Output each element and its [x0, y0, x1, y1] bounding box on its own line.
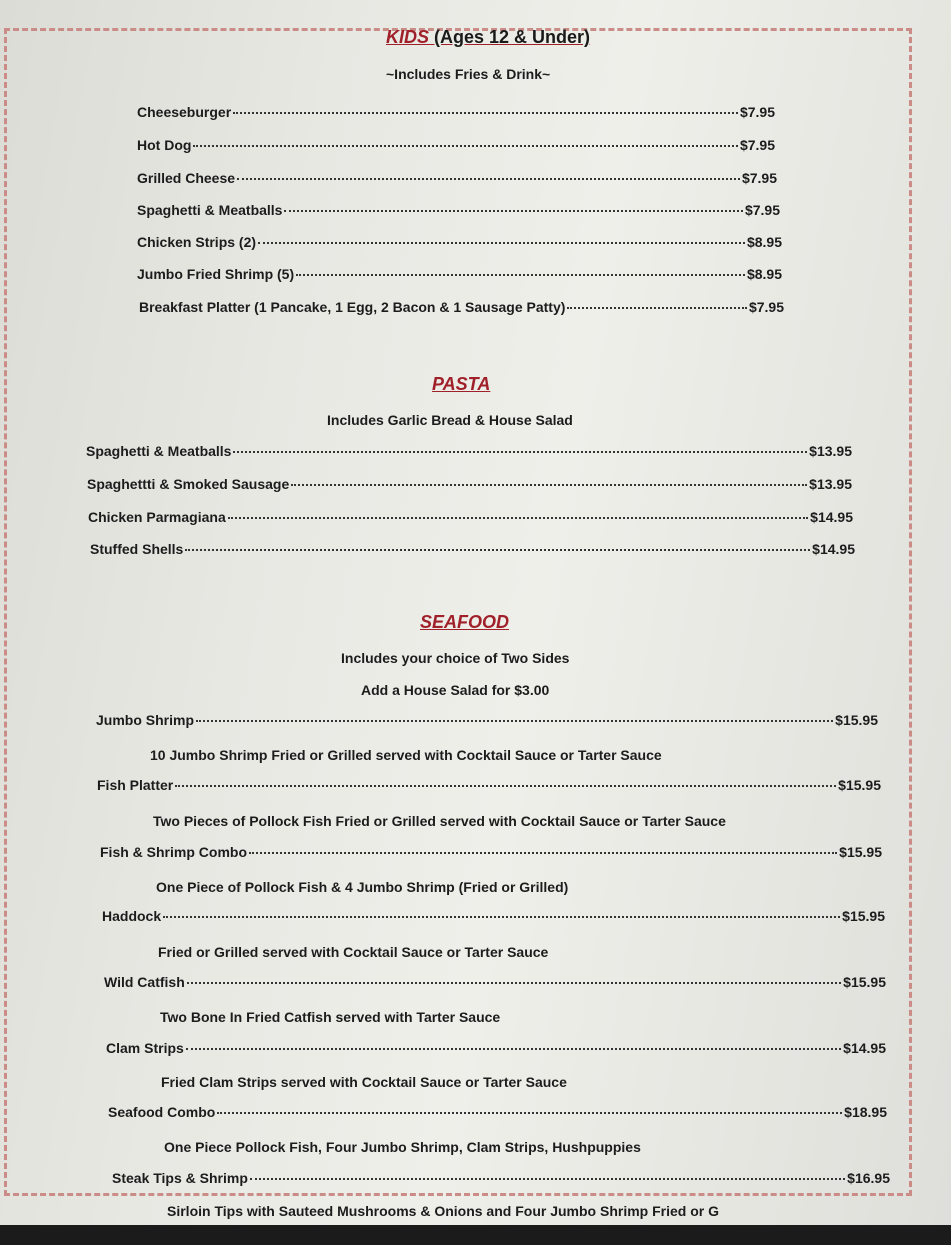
item-name: Chicken Parmagiana — [88, 509, 226, 525]
dot-leader — [233, 451, 807, 453]
menu-item — [137, 234, 782, 250]
dot-leader — [250, 1178, 845, 1180]
dot-leader — [249, 852, 837, 854]
dot-leader — [291, 484, 807, 486]
menu-item — [137, 104, 775, 120]
item-description: 10 Jumbo Shrimp Fried or Grilled served with Cocktail Sauce or Tarter Sauce — [150, 747, 662, 763]
item-name: Spaghettti & Smoked Sausage — [87, 476, 290, 492]
dot-leader — [217, 1112, 842, 1114]
item-description: Fried Clam Strips served with Cocktail Sauce or Tarter Sauce — [161, 1074, 567, 1090]
menu-item — [112, 1170, 890, 1186]
item-price: $15.95 — [843, 974, 886, 990]
dot-leader — [163, 916, 840, 918]
item-description: Fried or Grilled served with Cocktail Sauce or Tarter Sauce — [158, 944, 549, 960]
item-name: Chicken Strips (2) — [137, 234, 257, 250]
menu-item — [104, 974, 886, 990]
menu-item — [106, 1040, 886, 1056]
item-name: Clam Strips — [106, 1040, 184, 1056]
dot-leader — [233, 112, 738, 114]
item-name: Grilled Cheese — [137, 170, 236, 186]
dot-leader — [185, 549, 810, 551]
table-edge — [0, 1225, 951, 1245]
item-name: Haddock — [102, 908, 162, 924]
menu-item — [139, 299, 784, 315]
menu-item — [137, 170, 777, 186]
dot-leader — [284, 210, 742, 212]
item-price: $8.95 — [746, 234, 782, 250]
dot-leader — [187, 982, 841, 984]
menu-item — [97, 777, 881, 793]
menu-item — [90, 541, 855, 557]
menu-item — [108, 1104, 887, 1120]
item-name: Spaghetti & Meatballs — [137, 202, 283, 218]
pasta-section-title: PASTA — [432, 374, 491, 394]
item-name: Wild Catfish — [104, 974, 185, 990]
item-name: Fish & Shrimp Combo — [100, 844, 247, 860]
item-name: Jumbo Fried Shrimp (5) — [137, 266, 295, 282]
dot-leader — [228, 517, 808, 519]
item-price: $15.95 — [838, 777, 881, 793]
dot-leader — [237, 178, 740, 180]
item-price: $16.95 — [847, 1170, 890, 1186]
item-price: $15.95 — [835, 712, 878, 728]
item-price: $13.95 — [809, 443, 852, 459]
item-price: $13.95 — [809, 476, 852, 492]
kids-title: KIDS — [386, 27, 430, 47]
item-price: $14.95 — [843, 1040, 886, 1056]
dot-leader — [258, 242, 745, 244]
item-name: Spaghetti & Meatballs — [86, 443, 232, 459]
item-name: Seafood Combo — [108, 1104, 216, 1120]
item-name: Jumbo Shrimp — [96, 712, 195, 728]
item-description: Two Bone In Fried Catfish served with Tarter Sauce — [160, 1009, 501, 1025]
dot-leader — [193, 145, 738, 147]
item-price: $7.95 — [748, 299, 784, 315]
item-name: Fish Platter — [97, 777, 174, 793]
pasta-note: Includes Garlic Bread & House Salad — [327, 412, 573, 428]
seafood-note-sides: Includes your choice of Two Sides — [341, 650, 570, 666]
dot-leader — [196, 720, 833, 722]
item-price: $15.95 — [842, 908, 885, 924]
item-description: Sirloin Tips with Sauteed Mushrooms & Onions and Four Jumbo Shrimp Fried or G — [167, 1203, 720, 1219]
dot-leader — [186, 1048, 841, 1050]
item-description: One Piece of Pollock Fish & 4 Jumbo Shrimp (Fried or Grilled) — [156, 879, 569, 895]
menu-item — [102, 908, 885, 924]
kids-section-title — [386, 27, 590, 48]
item-price: $14.95 — [810, 509, 853, 525]
menu-item — [137, 266, 782, 282]
item-description: One Piece Pollock Fish, Four Jumbo Shrimp, Clam Strips, Hushpuppies — [164, 1139, 641, 1155]
item-price: $8.95 — [746, 266, 782, 282]
dot-leader — [175, 785, 836, 787]
dot-leader — [567, 307, 747, 309]
item-price: $18.95 — [844, 1104, 887, 1120]
seafood-note-salad: Add a House Salad for $3.00 — [361, 682, 550, 698]
menu-item — [137, 202, 780, 218]
item-price: $7.95 — [744, 202, 780, 218]
menu-item — [137, 137, 775, 153]
kids-title-suffix: (Ages 12 & Under) — [429, 27, 591, 47]
menu-item — [100, 844, 882, 860]
menu-item — [88, 509, 853, 525]
item-price: $14.95 — [812, 541, 855, 557]
seafood-section-title: SEAFOOD — [420, 612, 510, 632]
item-name: Cheeseburger — [137, 104, 232, 120]
kids-note: ~Includes Fries & Drink~ — [386, 66, 551, 82]
menu-item — [96, 712, 878, 728]
dot-leader — [296, 274, 745, 276]
item-name: Stuffed Shells — [90, 541, 184, 557]
item-name: Hot Dog — [137, 137, 192, 153]
menu-item — [87, 476, 852, 492]
item-price: $7.95 — [739, 104, 775, 120]
item-name: Breakfast Platter (1 Pancake, 1 Egg, 2 Bacon & 1 Sausage Patty) — [139, 299, 566, 315]
item-price: $7.95 — [741, 170, 777, 186]
item-description: Two Pieces of Pollock Fish Fried or Grilled served with Cocktail Sauce or Tarter Sauce — [153, 813, 726, 829]
item-price: $7.95 — [739, 137, 775, 153]
menu-item — [86, 443, 852, 459]
item-price: $15.95 — [839, 844, 882, 860]
item-name: Steak Tips & Shrimp — [112, 1170, 248, 1186]
